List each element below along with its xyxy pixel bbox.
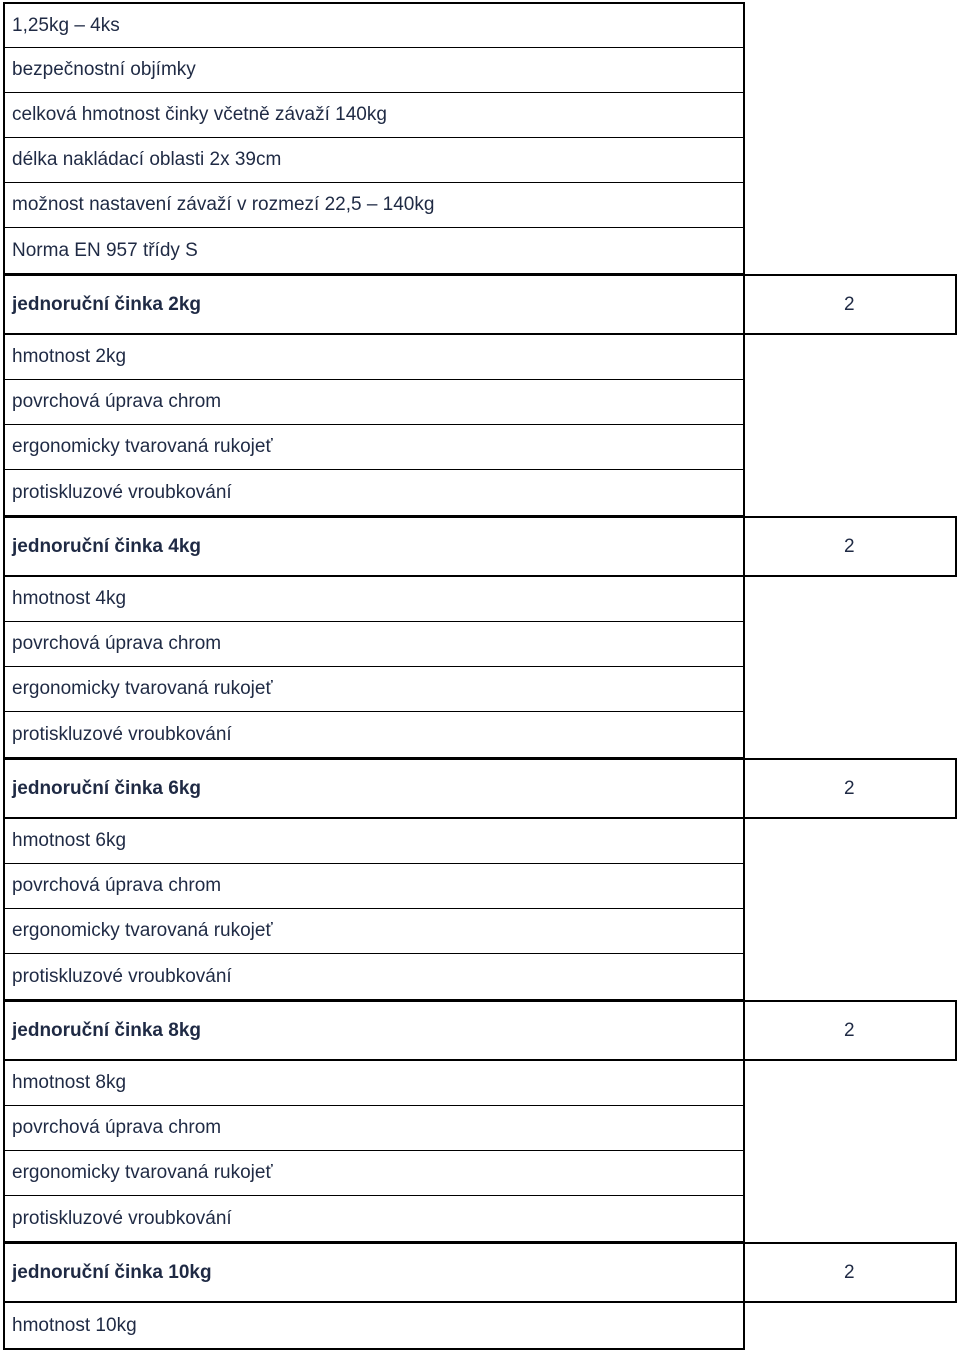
row-text: hmotnost 10kg	[3, 1303, 745, 1350]
product-quantity: 2	[743, 274, 957, 335]
table-row	[0, 228, 960, 274]
row-text: ergonomicky tvarovaná rukojeť	[3, 1151, 745, 1196]
product-name: jednoruční činka 4kg	[3, 516, 745, 577]
table-row	[0, 138, 960, 183]
product-name: jednoruční činka 10kg	[3, 1242, 745, 1303]
table-row	[0, 864, 960, 909]
row-text: protiskluzové vroubkování	[3, 712, 745, 758]
row-text: povrchová úprava chrom	[3, 864, 745, 909]
row-text: hmotnost 4kg	[3, 577, 745, 622]
table-row	[0, 470, 960, 516]
table-row	[0, 48, 960, 93]
table-row	[0, 712, 960, 758]
row-text: protiskluzové vroubkování	[3, 954, 745, 1000]
row-text: 1,25kg – 4ks	[3, 2, 745, 48]
row-text: povrchová úprava chrom	[3, 380, 745, 425]
table-row	[0, 1151, 960, 1196]
table-row	[0, 622, 960, 667]
row-text: bezpečnostní objímky	[3, 48, 745, 93]
table-row	[0, 1106, 960, 1151]
table-row	[0, 183, 960, 228]
row-text: možnost nastavení závaží v rozmezí 22,5 – 140kg	[3, 183, 745, 228]
table-row	[0, 2, 960, 48]
table-row	[0, 425, 960, 470]
product-quantity: 2	[743, 758, 957, 819]
product-quantity: 2	[743, 516, 957, 577]
row-text: povrchová úprava chrom	[3, 622, 745, 667]
table-row	[0, 335, 960, 380]
table-row	[0, 577, 960, 622]
row-text: hmotnost 8kg	[3, 1061, 745, 1106]
product-quantity: 2	[743, 1242, 957, 1303]
row-text: ergonomicky tvarovaná rukojeť	[3, 425, 745, 470]
row-text: ergonomicky tvarovaná rukojeť	[3, 909, 745, 954]
table-row	[0, 1303, 960, 1350]
product-name: jednoruční činka 8kg	[3, 1000, 745, 1061]
table-row	[0, 954, 960, 1000]
row-text: délka nakládací oblasti 2x 39cm	[3, 138, 745, 183]
product-name: jednoruční činka 2kg	[3, 274, 745, 335]
table-row	[0, 1196, 960, 1242]
table-row	[0, 909, 960, 954]
row-text: Norma EN 957 třídy S	[3, 228, 745, 274]
row-text: hmotnost 6kg	[3, 819, 745, 864]
table-row	[0, 819, 960, 864]
table-row	[0, 380, 960, 425]
table-row	[0, 667, 960, 712]
row-text: protiskluzové vroubkování	[3, 470, 745, 516]
row-text: ergonomicky tvarovaná rukojeť	[3, 667, 745, 712]
product-quantity: 2	[743, 1000, 957, 1061]
product-header-row	[0, 758, 960, 819]
table-row	[0, 1061, 960, 1106]
row-text: povrchová úprava chrom	[3, 1106, 745, 1151]
table-row	[0, 93, 960, 138]
product-header-row	[0, 1000, 960, 1061]
product-header-row	[0, 1242, 960, 1303]
row-text: hmotnost 2kg	[3, 335, 745, 380]
product-header-row	[0, 516, 960, 577]
product-name: jednoruční činka 6kg	[3, 758, 745, 819]
row-text: celková hmotnost činky včetně závaží 140kg	[3, 93, 745, 138]
product-header-row	[0, 274, 960, 335]
row-text: protiskluzové vroubkování	[3, 1196, 745, 1242]
